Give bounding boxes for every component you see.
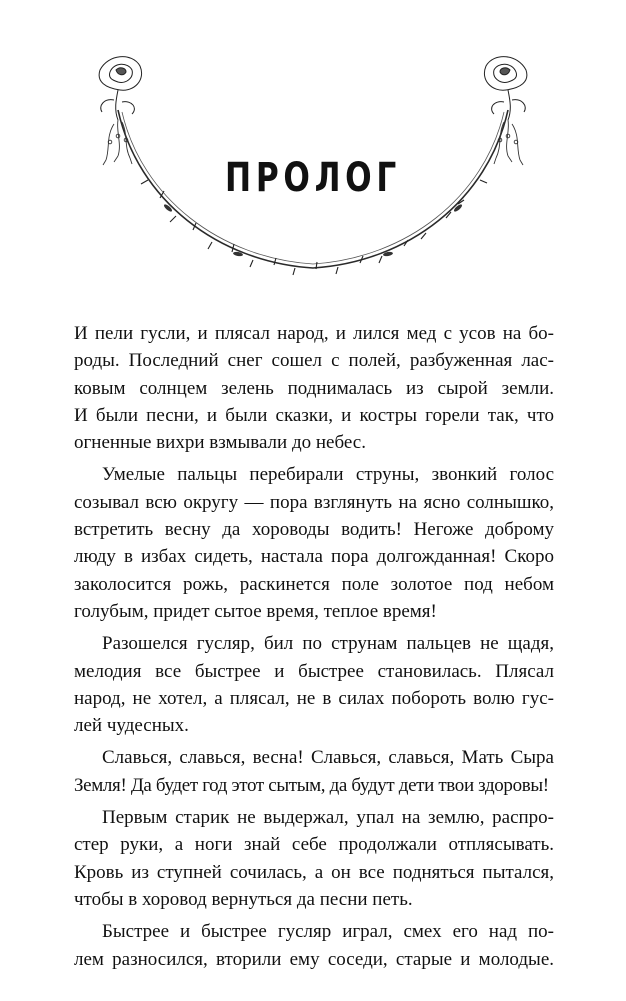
text-line: люду в избах сидеть, настала пора долгожданная! Скоро <box>74 546 554 568</box>
left-rose <box>99 57 141 120</box>
text-line: Кровь из ступней сочилась, а он все подняться пытался, <box>74 861 554 883</box>
paragraph <box>74 918 554 973</box>
text-line: мелодия все быстрее и быстрее становилась. Плясал <box>74 660 554 682</box>
text-line: Земля! Да будет год этот сытым, да будут дети твои здоровы! <box>74 774 549 796</box>
text-line: И были песни, и были сказки, и костры горели так, что <box>74 404 554 426</box>
text-line: народ, не хотел, а плясал, не в силах побороть волю гус- <box>74 687 554 709</box>
text-line: чтобы в хоровод вернуться да песни петь. <box>74 888 413 910</box>
text-line: огненные вихри взмывали до небес. <box>74 432 366 454</box>
text-line: Разошелся гусляр, бил по струнам пальцев не щадя, <box>102 633 554 655</box>
paragraph <box>74 744 554 799</box>
paragraph <box>74 804 554 913</box>
text-line: заколосится рожь, раскинется поле золотое под небом <box>74 573 554 595</box>
paragraph <box>74 461 554 625</box>
right-rose <box>484 57 526 120</box>
text-line: Умелые пальцы перебирали струны, звонкий голос <box>102 464 554 486</box>
text-line: стер руки, а ноги знай себе продолжали отплясывать. <box>74 834 554 856</box>
paragraph <box>74 320 554 456</box>
text-line: лей чудесных. <box>74 715 189 737</box>
text-line: голубым, придет сытое время, теплое время! <box>74 600 437 622</box>
text-line: роды. Последний снег сошел с полей, разбуженная лас- <box>74 350 554 372</box>
chapter-title: ПРОЛОГ <box>225 155 401 201</box>
text-line: Быстрее и быстрее гусляр играл, смех его над по- <box>102 921 554 943</box>
paragraph <box>74 630 554 739</box>
text-line: Славься, славься, весна! Славься, славься, Мать Сыра <box>102 747 554 769</box>
text-line: Первым старик не выдержал, упал на землю, распро- <box>102 807 554 829</box>
text-line: И пели гусли, и плясал народ, и лился мед с усов на бо- <box>74 323 554 344</box>
text-line: созывал всю округу — пора взглянуть на ясно солнышко, <box>74 491 554 513</box>
text-line: ковым солнцем зелень поднималась из сырой земли. <box>74 377 554 399</box>
text-line: лем разносился, вторили ему соседи, старые и молодые. <box>74 948 554 970</box>
text-line: встретить весну да хороводы водить! Негоже доброму <box>74 519 554 541</box>
prose-body <box>74 320 554 973</box>
